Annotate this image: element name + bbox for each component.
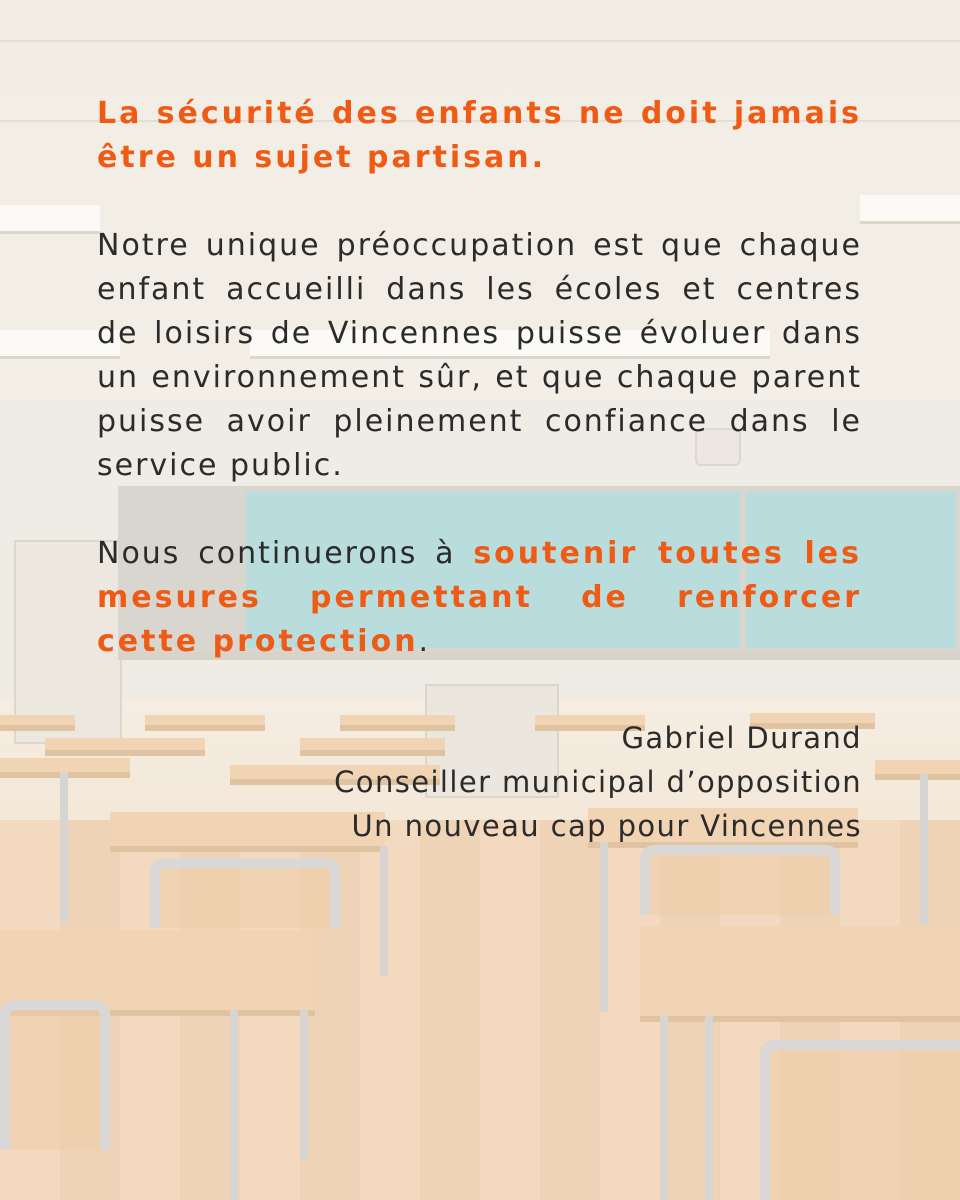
ceiling-light xyxy=(0,205,100,234)
ceiling-light xyxy=(860,195,960,224)
desk xyxy=(0,715,75,731)
chair xyxy=(760,1040,960,1200)
paragraph-2-intro: Nous continuerons à xyxy=(97,536,474,571)
statement-paragraph-2 xyxy=(97,532,862,664)
paragraph-2-end: . xyxy=(418,624,431,659)
ceiling-line xyxy=(0,40,960,42)
statement-text xyxy=(97,92,862,664)
chair xyxy=(640,845,840,915)
desk-leg xyxy=(60,772,68,922)
desk-leg xyxy=(230,1010,238,1200)
signature-block xyxy=(334,716,862,848)
statement-paragraph-1: Notre unique préoccupation est que chaque enfant accueilli dans les écoles et centres de loisirs de Vincennes puisse évoluer dans un environnement sûr, et que chaque parent puisse avoir pleinement confiance dans le service public. xyxy=(97,228,862,483)
desk xyxy=(875,760,960,780)
desk-leg xyxy=(300,1010,308,1160)
signature-role: Conseiller municipal d’opposition xyxy=(334,765,862,799)
signature-group: Un nouveau cap pour Vincennes xyxy=(351,809,862,843)
statement-heading: La sécurité des enfants ne doit jamais être un sujet partisan. xyxy=(97,96,862,175)
desk xyxy=(145,715,265,731)
desk-leg xyxy=(920,774,928,924)
chair xyxy=(0,1000,110,1150)
desk-leg xyxy=(705,1016,713,1200)
desk-leg xyxy=(380,846,388,976)
desk xyxy=(640,926,960,1022)
chair xyxy=(150,858,340,928)
paragraph-2-highlight: soutenir toutes les mesures permettant de renforcer cette protection xyxy=(97,536,862,659)
desk xyxy=(45,738,205,756)
signature-name: Gabriel Durand xyxy=(621,721,862,755)
desk-leg xyxy=(600,842,608,1012)
desk-leg xyxy=(660,1016,668,1200)
